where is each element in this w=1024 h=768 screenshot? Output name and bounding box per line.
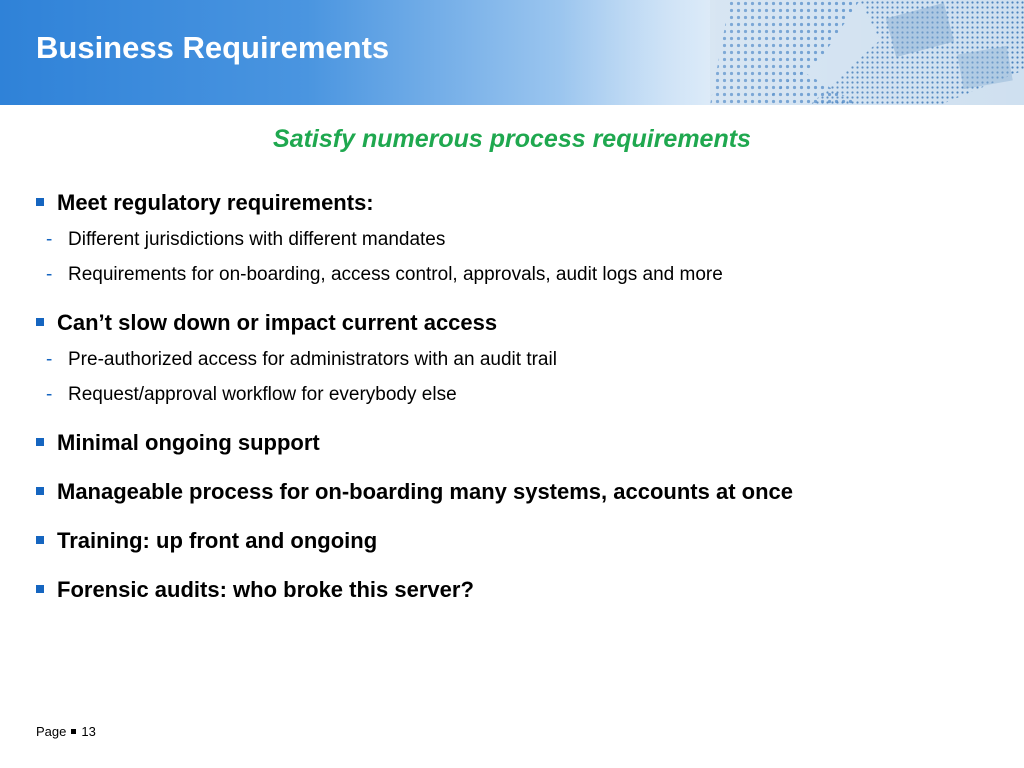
sub-bullet-text: Request/approval workflow for everybody else: [68, 384, 457, 405]
bullet-text: Meet regulatory requirements:: [57, 190, 374, 215]
square-bullet-icon: [36, 585, 44, 593]
dash-marker: -: [46, 229, 53, 250]
sub-bullet-text: Requirements for on-boarding, access control, approvals, audit logs and more: [68, 264, 723, 285]
slide-subtitle: Satisfy numerous process requirements: [273, 125, 751, 153]
square-bullet-icon: [36, 536, 44, 544]
sub-bullet-text: Pre-authorized access for administrators with an audit trail: [68, 349, 557, 370]
dash-marker: -: [46, 349, 53, 370]
square-bullet-icon: [36, 198, 44, 206]
bullet-item: [36, 310, 497, 336]
sub-bullet-item: [46, 349, 557, 371]
slide-title: Business Requirements: [36, 30, 390, 65]
square-bullet-icon: [36, 438, 44, 446]
sub-bullet-item: [46, 384, 457, 406]
square-bullet-icon: [36, 318, 44, 326]
square-separator-icon: [71, 729, 76, 734]
page-label: Page: [36, 724, 67, 739]
bullet-text: Can’t slow down or impact current access: [57, 310, 498, 335]
title-bar: [0, 0, 1024, 105]
dash-marker: -: [46, 384, 53, 405]
bullet-text: Training: up front and ongoing: [57, 528, 378, 553]
bullet-text: Manageable process for on-boarding many systems, accounts at once: [57, 479, 793, 504]
sub-bullet-item: [46, 264, 723, 286]
bullet-item: [36, 479, 793, 505]
page-footer: [36, 724, 96, 739]
sub-bullet-text: Different jurisdictions with different mandates: [68, 229, 446, 250]
bullet-item: [36, 430, 320, 456]
square-bullet-icon: [36, 487, 44, 495]
bullet-text: Forensic audits: who broke this server?: [57, 577, 474, 602]
bullet-text: Minimal ongoing support: [57, 430, 320, 455]
dash-marker: -: [46, 264, 53, 285]
bullet-item: [36, 528, 377, 554]
bullet-item: [36, 190, 374, 216]
bullet-item: [36, 577, 474, 603]
page-number: 13: [81, 724, 96, 739]
sub-bullet-item: [46, 229, 445, 251]
circuit-board-image: [560, 0, 1024, 105]
